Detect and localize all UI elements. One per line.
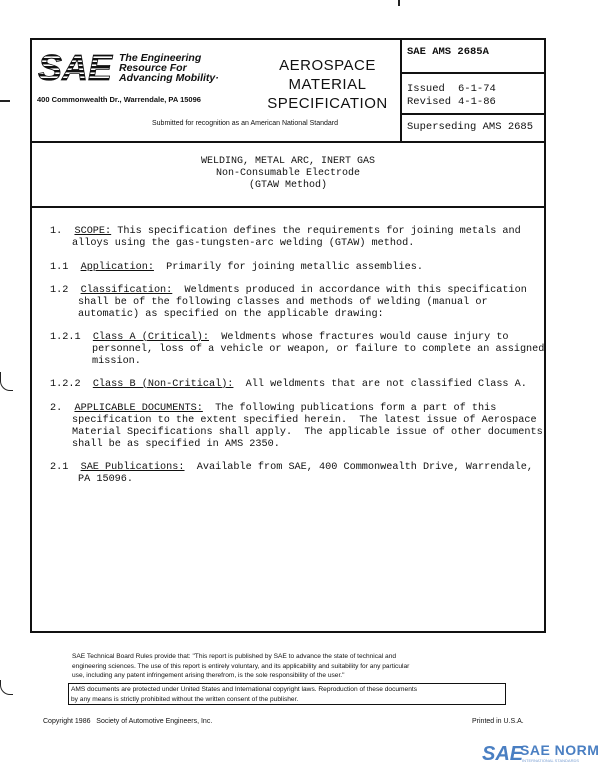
superseding: Superseding AMS 2685	[407, 121, 534, 133]
sae-logo	[38, 47, 114, 88]
scan-mark	[0, 680, 13, 695]
dates-divider	[400, 113, 546, 115]
doc-title-line: Non-Consumable Electrode	[215, 168, 361, 179]
scan-mark	[0, 372, 13, 391]
section-1-cont: alloys using the gas-tungsten-arc welding (GTAW) method.	[72, 238, 415, 249]
doc-title-line: WELDING, METAL ARC, INERT GAS	[200, 156, 376, 167]
tagline-line: Advancing Mobility·	[119, 72, 219, 84]
scan-mark	[0, 100, 10, 102]
section-2-1-cont: PA 15096.	[78, 474, 134, 485]
spec-number-divider	[400, 72, 546, 74]
section-2-cont: Material Specifications shall apply. The applicable issue of other documents	[72, 427, 543, 438]
revised-label: Revised	[407, 96, 452, 108]
issued-date: 6-1-74	[458, 83, 496, 95]
section-1-2-1-cont: mission.	[92, 356, 141, 367]
section-1-2: 1.2 Classification: Weldments produced in accordance with this specification	[50, 285, 527, 296]
scan-mark	[398, 0, 400, 6]
tagline-line: The Engineering	[119, 52, 202, 64]
spec-number: SAE AMS 2685A	[407, 46, 489, 58]
section-1-2-2: 1.2.2 Class B (Non-Critical): All weldments that are not classified Class A.	[50, 379, 527, 390]
section-2-cont: specification to the extent specified herein. The latest issue of Aerospace	[72, 415, 537, 426]
copyright-notice-box: AMS documents are protected under United States and International copyright laws. Reproduction of these documents by any means is strictly prohibited without the written consent of the publisher.	[68, 683, 506, 705]
title-divider	[30, 206, 546, 208]
doc-type-line: MATERIAL	[288, 76, 367, 93]
copyright-line: Copyright 1986 Society of Automotive Engineers, Inc.	[43, 718, 213, 725]
section-1-1: 1.1 Application: Primarily for joining metallic assemblies.	[50, 262, 423, 273]
section-2-1: 2.1 SAE Publications: Available from SAE, 400 Commonwealth Drive, Warrendale,	[50, 462, 533, 473]
issued-label: Issued	[407, 83, 445, 95]
spec-box-divider	[400, 38, 402, 142]
printed-in: Printed in U.S.A.	[472, 718, 524, 725]
section-2: 2. APPLICABLE DOCUMENTS: The following publications form a part of this	[50, 403, 497, 414]
revised-date: 4-1-86	[458, 96, 496, 108]
doc-type-line: AEROSPACE	[279, 57, 376, 74]
board-rules-notice: SAE Technical Board Rules provide that: "This report is published by SAE to advance the state of technical and engineering sciences. The use of this report is entirely voluntary, and its applicability and suitability for any particular use, including any patent infringement arising therefrom, is the sole responsibility of the user."	[72, 653, 410, 679]
header-divider	[30, 141, 546, 143]
tagline-line: Resource For	[119, 62, 187, 74]
watermark-subtext: INTERNATIONAL STANDARDS	[522, 758, 580, 763]
section-1-2-cont: automatic) as specified on the applicable drawing:	[78, 309, 384, 320]
svg-text:SAE: SAE	[482, 743, 524, 765]
doc-title-line: (GTAW Method)	[248, 180, 327, 191]
watermark-logo	[482, 740, 524, 765]
section-1-2-1: 1.2.1 Class A (Critical): Weldments whose fractures would cause injury to	[50, 332, 509, 343]
section-1: 1. SCOPE: This specification defines the requirements for joining metals and	[50, 226, 521, 237]
section-1-2-cont: shall be of the following classes and methods of welding (manual or	[78, 297, 488, 308]
svg-text:SAE: SAE	[38, 47, 113, 88]
sae-address: 400 Commonwealth Dr., Warrendale, PA 15096	[37, 95, 201, 104]
doc-type-line: SPECIFICATION	[267, 95, 388, 112]
ans-notice: Submitted for recognition as an American National Standard	[152, 120, 338, 127]
section-2-cont: shall be as specified in AMS 2350.	[72, 439, 280, 450]
section-1-2-1-cont: personnel, loss of a vehicle or weapon, or failure to complete an assigned	[92, 344, 545, 355]
watermark-text: SAE NORM	[520, 742, 600, 758]
